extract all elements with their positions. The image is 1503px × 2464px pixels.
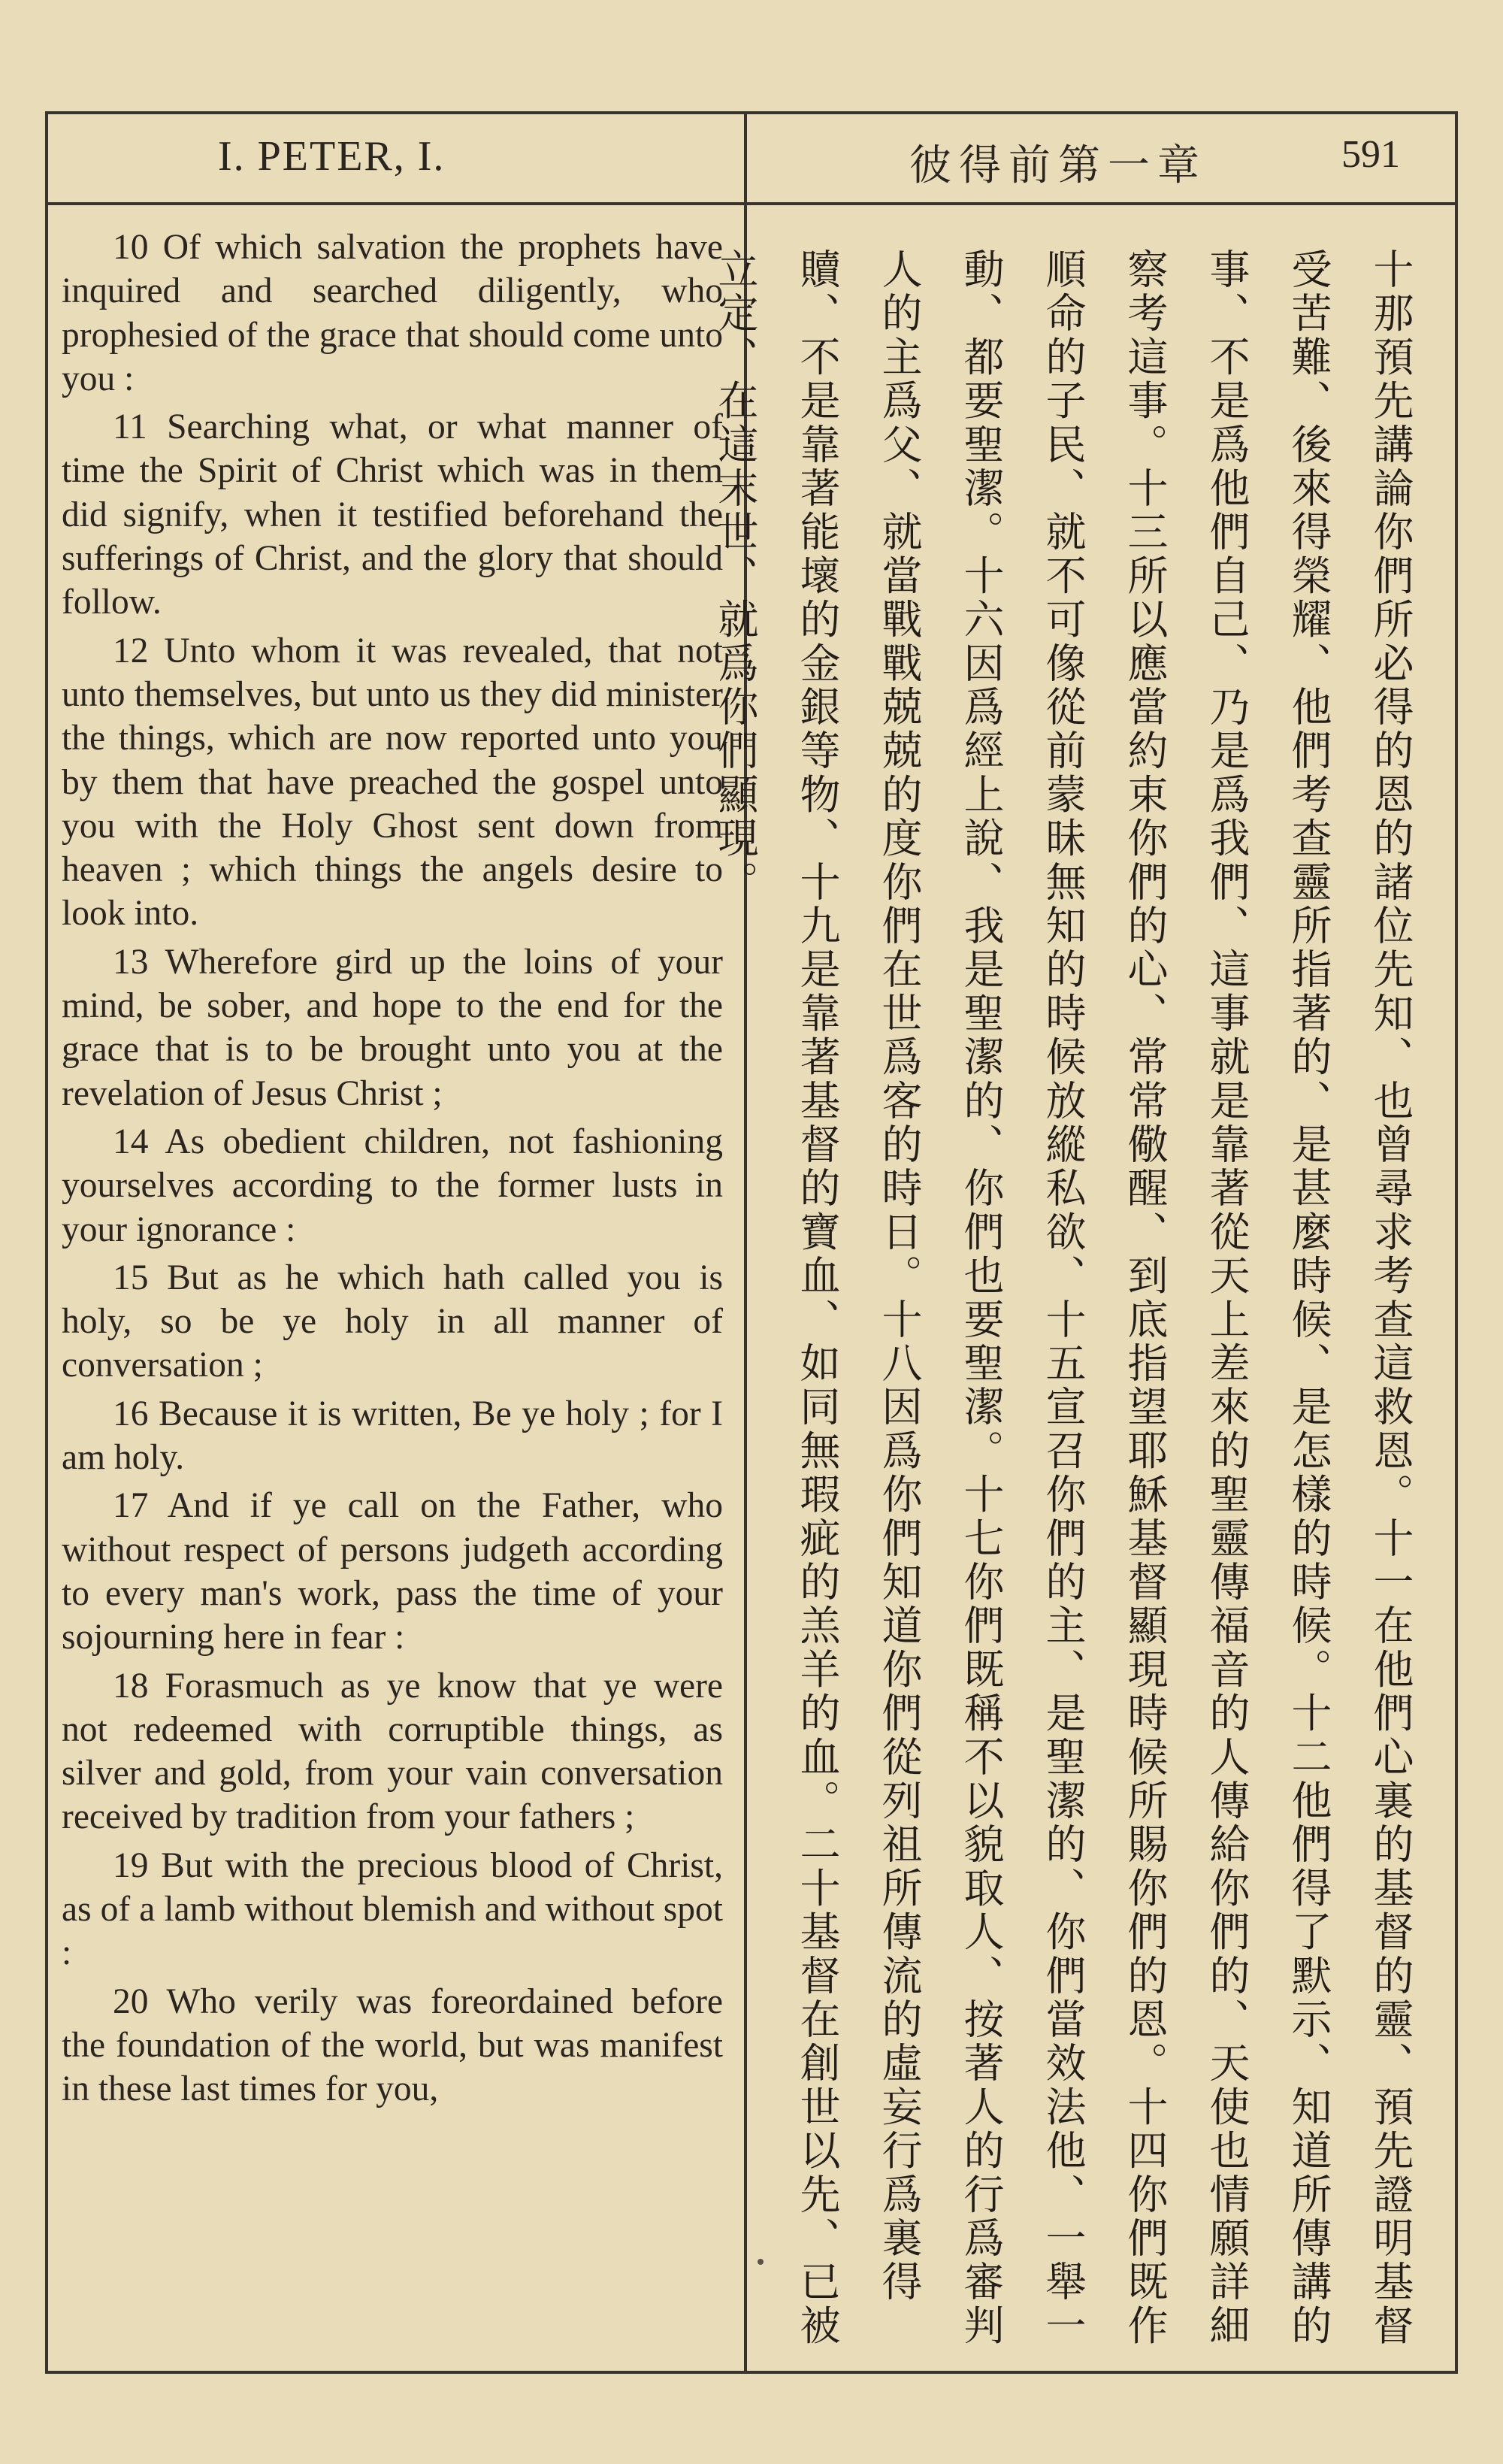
verse-14: 14 As obedient children, not fashioning yourselves according to the former lusts in your ignorance :: [62, 1122, 723, 1249]
english-text-column: [62, 226, 723, 2360]
chinese-running-title: 彼得前第一章: [909, 141, 1207, 190]
verse-13: 13 Wherefore gird up the loins of your mind, be sober, and hope to the end for the grace that is to be brought unto you at the revelation of Jesus Christ ;: [62, 942, 723, 1113]
verse-15: 15 But as he which hath called you is holy, so be ye holy in all manner of conversation ;: [62, 1258, 723, 1385]
verse-18: 18 Forasmuch as ye know that ye were not redeemed with corruptible things, as silver and gold, from your vain conversation received by tradition from your fathers ;: [62, 1666, 723, 1837]
verse-20: 20 Who verily was foreordained before the foundation of the world, but was manifest in these last times for you,: [62, 1981, 723, 2109]
chinese-text-column: 十那預先講論你們所必得的恩的諸位先知、也曾尋求考查這救恩。十一在他們心裏的基督的靈、預先證明基督受苦難、後來得榮耀、他們考查靈所指著的、是甚麼時候、是怎樣的時候。十二他們得了默示、知道所傳講的事、不是爲他們自己、乃是爲我們、這事就是靠著從天上差來的聖靈傳福音的人傳給你們的、天使也情願詳細察考這事。十三所以應當約束你們的心、常常儆醒、到底指望耶穌基督顯現時候所賜你們的恩。十四你們既作順命的子民、就不可像從前蒙昧無知的時候放縱私欲、十五宣召你們的主、是聖潔的、你們當效法他、一舉一動、都要聖潔。十六因爲經上說、我是聖潔的、你們也要聖潔。十七你們既稱不以貌取人、按著人的行爲審判人的主爲父、就當戰戰兢兢的度你們在世爲客的時日。十八因爲你們知道你們從列祖所傳流的虛妄行爲裏得贖、不是靠著能壞的金銀等物、十九是靠著基督的寶血、如同無瑕疵的羔羊的血。二十基督在創世以先、已被立定、在這末世、就爲你們顯現。: [712, 248, 1414, 2348]
verse-12: 12 Unto whom it was revealed, that not unto themselves, but unto us they did minister the things, which are now reported unto you by them that have preached the gospel unto you with the Holy Ghost sent down from heaven ; which things the angels desire to look into.: [62, 631, 723, 934]
verse-17: 17 And if ye call on the Father, who without respect of persons judgeth according to every man's work, pass the time of your sojourning here in fear :: [62, 1486, 723, 1657]
margin-dot: [758, 2259, 764, 2265]
verse-10: 10 Of which salvation the prophets have inquired and searched diligently, who prophesied of the grace that should come unto you :: [62, 228, 723, 398]
english-running-title: I. PETER, I.: [218, 133, 446, 180]
verse-19: 19 But with the precious blood of Christ, as of a lamb without blemish and without spot :: [62, 1845, 723, 1973]
verse-11: 11 Searching what, or what manner of time the Spirit of Christ which was in them did signify, when it testified beforehand the sufferings of Christ, and the glory that should follow.: [62, 407, 723, 622]
verse-16: 16 Because it is written, Be ye holy ; for I am holy.: [62, 1394, 723, 1478]
page-number: 591: [1341, 133, 1400, 176]
